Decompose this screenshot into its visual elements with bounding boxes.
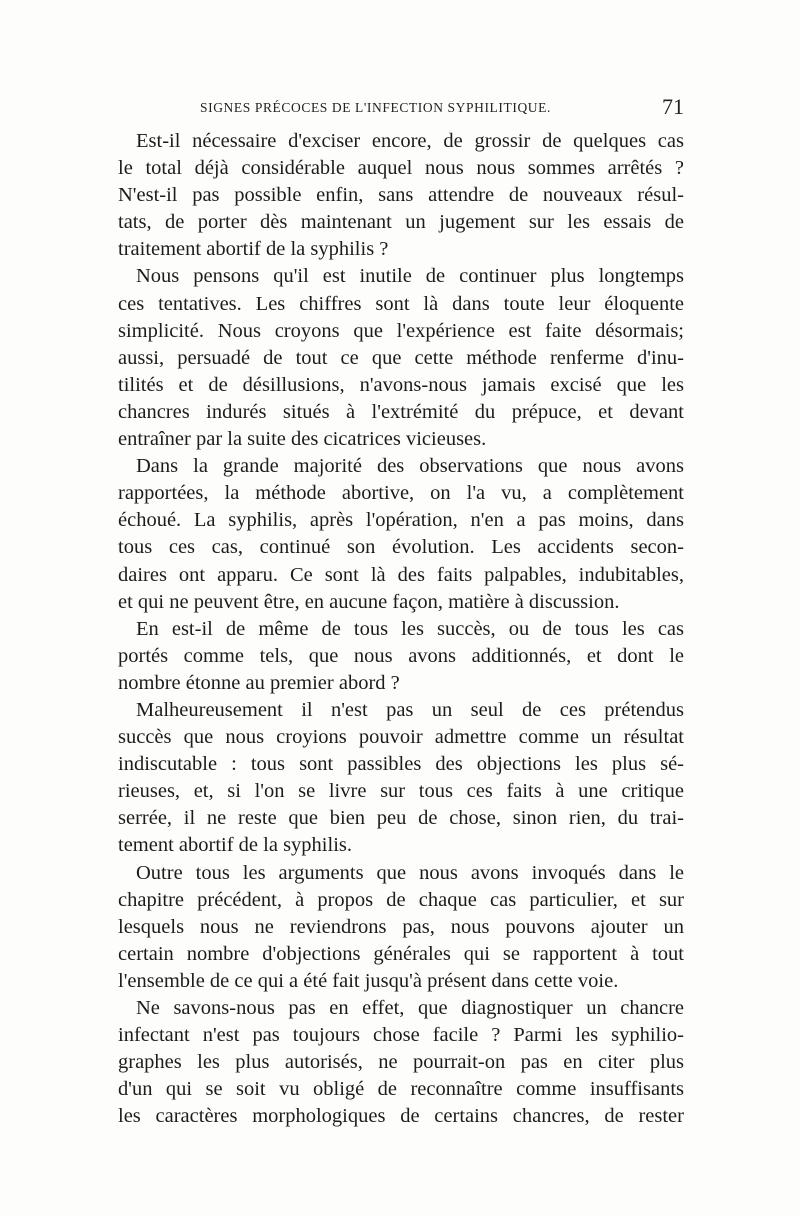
text-line: Ne savons-nous pas en effet, que diagnostiquer un chancre: [136, 997, 684, 1019]
text-line: d'un qui se soit vu obligé de reconnaître comme insuffisants: [118, 1078, 684, 1101]
text-line: ces tentatives. Les chiffres sont là dans toute leur éloquente: [118, 292, 684, 315]
text-line: daires ont apparu. Ce sont là des faits palpables, indubitables,: [118, 563, 684, 586]
text-line: N'est-il pas possible enfin, sans attendre de nouveaux résul-: [118, 184, 684, 207]
running-head: [118, 94, 684, 124]
text-line: portés comme tels, que nous avons additionnés, et dont le: [118, 644, 684, 667]
text-line: nombre étonne au premier abord ?: [118, 671, 400, 694]
text-line: Nous pensons qu'il est inutile de continuer plus longtemps: [136, 265, 684, 288]
text-line: simplicité. Nous croyons que l'expérience est faite désormais;: [118, 319, 684, 342]
text-line: aussi, persuadé de tout ce que cette méthode renferme d'inu-: [118, 346, 684, 369]
text-line: rapportées, la méthode abortive, on l'a vu, a complètement: [118, 482, 684, 505]
text-line: tous ces cas, continué son évolution. Les accidents secon-: [118, 536, 684, 559]
text-line: certain nombre d'objections générales qui se rapportent à tout: [118, 942, 684, 965]
text-line: succès que nous croyions pouvoir admettre comme un résultat: [118, 726, 684, 749]
text-line: l'ensemble de ce qui a été fait jusqu'à présent dans cette voie.: [118, 969, 619, 992]
text-line: graphes les plus autorisés, ne pourrait-on pas en citer plus: [118, 1051, 684, 1074]
page-number: 71: [662, 94, 684, 119]
text-line: Malheureusement il n'est pas un seul de ces prétendus: [136, 698, 684, 721]
text-line: tats, de porter dès maintenant un jugement sur les essais de: [118, 211, 684, 234]
text-line: rieuses, et, si l'on se livre sur tous ces faits à une critique: [118, 780, 684, 803]
text-line: chancres indurés situés à l'extrémité du prépuce, et devant: [118, 400, 684, 423]
text-line: entraîner par la suite des cicatrices vicieuses.: [118, 428, 487, 451]
text-line: Dans la grande majorité des observations que nous avons: [136, 455, 684, 478]
text-line: et qui ne peuvent être, en aucune façon, matière à discussion.: [118, 590, 620, 613]
text-line: lesquels nous ne reviendrons pas, nous pouvons ajouter un: [118, 915, 684, 938]
text-line: tement abortif de la syphilis.: [118, 834, 352, 857]
text-line: le total déjà considérable auquel nous nous sommes arrêtés ?: [118, 157, 684, 180]
text-line: En est-il de même de tous les succès, ou de tous les cas: [136, 617, 684, 640]
body-text: [118, 128, 684, 1130]
text-line: infectant n'est pas toujours chose facile ? Parmi les syphilio-: [118, 1024, 684, 1047]
running-title: SIGNES PRÉCOCES DE L'INFECTION SYPHILITIQUE.: [200, 100, 551, 115]
text-line: Outre tous les arguments que nous avons invoqués dans le: [136, 861, 684, 884]
text-line: échoué. La syphilis, après l'opération, n'en a pas moins, dans: [118, 509, 684, 532]
text-line: indiscutable : tous sont passibles des objections les plus sé-: [118, 753, 684, 776]
text-line: chapitre précédent, à propos de chaque cas particulier, et sur: [118, 888, 684, 911]
text-line: les caractères morphologiques de certains chancres, de rester: [118, 1105, 684, 1128]
text-line: tilités et de désillusions, n'avons-nous jamais excisé que les: [118, 373, 684, 396]
text-line: Est-il nécessaire d'exciser encore, de grossir de quelques cas: [136, 130, 684, 152]
text-line: serrée, il ne reste que bien peu de chose, sinon rien, du trai-: [118, 807, 684, 830]
text-line: traitement abortif de la syphilis ?: [118, 238, 389, 261]
